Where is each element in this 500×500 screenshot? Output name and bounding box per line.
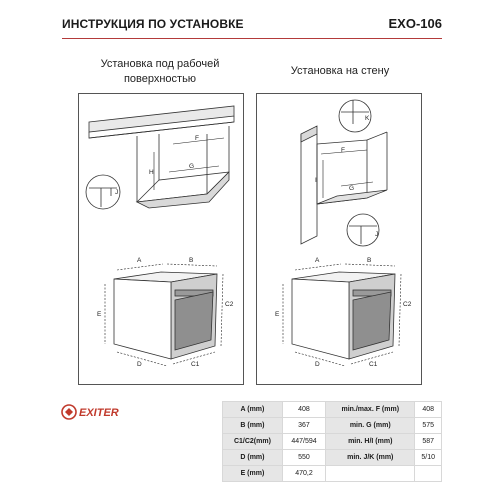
- table-row: [223, 434, 442, 450]
- table-row: [223, 418, 442, 434]
- dim-a-label-wall: A: [315, 257, 320, 264]
- spec-value: 575: [415, 418, 442, 434]
- dim-c2-label: C2: [225, 301, 234, 308]
- spec-key: B (mm): [223, 418, 283, 434]
- spec-key: D (mm): [223, 450, 283, 466]
- under-counter-diagram: [78, 93, 244, 385]
- spec-empty: [415, 466, 442, 482]
- oven-illustration-wall: [292, 272, 395, 359]
- dim-d-label: D: [137, 361, 142, 368]
- dim-j-label: J: [115, 189, 119, 196]
- dim-c1-label-wall: C1: [369, 361, 378, 368]
- dim-d-label-wall: D: [315, 361, 320, 368]
- dim-k-label: K: [365, 115, 370, 122]
- spec-key: A (mm): [223, 402, 283, 418]
- spec-key: min. J/K (mm): [326, 450, 415, 466]
- cabinet-under-counter: [137, 126, 229, 208]
- brand-logo: [60, 400, 140, 424]
- oven-illustration: [114, 272, 217, 359]
- spec-value: 367: [282, 418, 325, 434]
- dim-j-label-wall: J: [375, 231, 379, 238]
- spec-key: E (mm): [223, 466, 283, 482]
- spec-value: 470,2: [282, 466, 325, 482]
- dim-b-label-wall: B: [367, 257, 372, 264]
- dimensions-table: [222, 401, 442, 482]
- caption-wall-mount: Установка на стену: [290, 65, 390, 77]
- spec-key: min./max. F (mm): [326, 402, 415, 418]
- page-header: [62, 14, 442, 34]
- spec-value: 447/594: [282, 434, 325, 450]
- brand-name: EXITER: [79, 407, 119, 419]
- model-number: EXO-106: [388, 16, 442, 31]
- dim-c1-label: C1: [191, 361, 200, 368]
- dim-e-label: E: [97, 311, 102, 318]
- header-divider: [62, 38, 442, 39]
- spec-value: 408: [415, 402, 442, 418]
- wall-mount-drawing: [257, 94, 421, 384]
- countertop: [89, 106, 234, 138]
- spec-empty: [326, 466, 415, 482]
- dim-b-label: B: [189, 257, 194, 264]
- spec-key: min. G (mm): [326, 418, 415, 434]
- dim-f-label: F: [195, 135, 199, 142]
- spec-value: 408: [282, 402, 325, 418]
- spec-key: min. H/I (mm): [326, 434, 415, 450]
- page-title: ИНСТРУКЦИЯ ПО УСТАНОВКЕ: [62, 17, 244, 31]
- spec-value: 587: [415, 434, 442, 450]
- exiter-logo-mark: [60, 400, 140, 424]
- dim-a-label: A: [137, 257, 142, 264]
- detail-circle-j-wall: [347, 214, 379, 246]
- wall-mount-diagram: [256, 93, 422, 385]
- dim-f-label-wall: F: [341, 147, 345, 154]
- dim-c2-label-wall: C2: [403, 301, 412, 308]
- table-row: [223, 466, 442, 482]
- table-row: [223, 450, 442, 466]
- spec-key: C1/C2(mm): [223, 434, 283, 450]
- spec-value: 5/10: [415, 450, 442, 466]
- spec-value: 550: [282, 450, 325, 466]
- dim-i-label: I: [315, 177, 317, 184]
- table-row: [223, 402, 442, 418]
- dim-h-label: H: [149, 169, 154, 176]
- dim-e-label-wall: E: [275, 311, 280, 318]
- under-counter-drawing: [79, 94, 243, 384]
- caption-under-counter: Установка под рабочей поверхностью: [100, 58, 220, 85]
- dim-g-label: G: [189, 163, 195, 170]
- dim-g-label-wall: G: [349, 185, 355, 192]
